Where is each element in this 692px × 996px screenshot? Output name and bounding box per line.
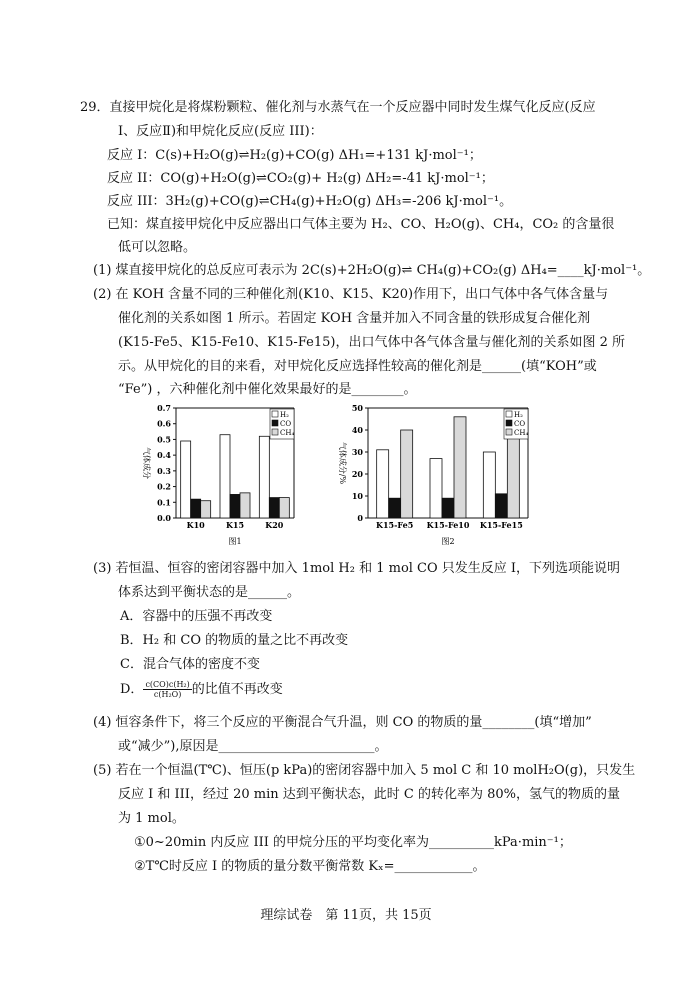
part2-line4: 示。从甲烷化的目的来看，对甲烷化反应选择性较高的催化剂是______(填“KOH”或 [118, 359, 597, 374]
x-tick-label: K15-Fe15 [479, 520, 523, 530]
bar-co [495, 494, 507, 518]
part4-line1: (4) 恒容条件下，将三个反应的平衡混合气升温，则 CO 的物质的量________(填“增加” [93, 715, 592, 730]
reaction-1: 反应 I：C(s)+H₂O(g)⇌H₂(g)+CO(g) ΔH₁=+131 kJ·mol⁻¹； [107, 148, 482, 163]
y-tick-label: 20 [351, 469, 363, 479]
option-d-suffix: 的比值不再改变 [191, 682, 283, 697]
part4-line2: 或“减少”),原因是________________________。 [118, 739, 388, 754]
y-tick-label: 0.7 [157, 403, 171, 413]
bar-h2 [181, 441, 191, 518]
bar-h2 [430, 459, 442, 518]
figure-caption: 图1 [228, 537, 242, 546]
part5-line1: (5) 若在一个恒温(T℃)、恒压(p kPa)的密闭容器中加入 5 mol C 和 10 molH₂O(g)，只发生 [93, 763, 636, 778]
option-d-numerator: c(CO)c(H₂) [145, 680, 190, 689]
part5-line3: 为 1 mol。 [118, 811, 185, 826]
part1-text: (1) 煤直接甲烷化的总反应可表示为 2C(s)+2H₂O(g)⇌ CH₄(g)+CO₂(g) ΔH₄=____kJ·mol⁻¹。 [93, 263, 651, 278]
y-tick-label: 40 [351, 425, 363, 435]
y-tick-label: 50 [351, 403, 363, 413]
y-tick-label: 30 [351, 447, 363, 457]
y-tick-label: 0.3 [157, 465, 171, 476]
bar-ch4 [279, 498, 289, 518]
figure-1-chart [134, 400, 314, 550]
figure-caption: 图2 [441, 537, 455, 546]
legend-label: CO [514, 420, 526, 428]
part2-line3: (K15-Fe5、K15-Fe10、K15-Fe15)，出口气体中各气体含量与催化剂的关系如图 2 所 [118, 335, 625, 350]
bar-ch4 [401, 430, 413, 518]
figure-2-chart [330, 400, 540, 550]
option-b: B．H₂ 和 CO 的物质的量之比不再改变 [120, 633, 349, 648]
known-line1: 已知：煤直接甲烷化中反应器出口气体主要为 H₂、CO、H₂O(g)、CH₄，CO₂ 的含量很 [107, 217, 615, 232]
part5-line5: ②T℃时反应 I 的物质的量分数平衡常数 Kₓ=____________。 [134, 859, 486, 874]
y-tick-label: 0.2 [157, 481, 171, 492]
y-tick-label: 10 [351, 491, 363, 501]
option-d [120, 680, 283, 699]
option-d-fraction [143, 680, 191, 699]
reaction-2: 反应 II：CO(g)+H₂O(g)⇌CO₂(g)+ H₂(g) ΔH₂=-41 kJ·mol⁻¹； [107, 171, 494, 186]
bar-h2 [259, 436, 269, 518]
legend-swatch [272, 411, 278, 417]
part3-line1: (3) 若恒温、恒容的密闭容器中加入 1mol H₂ 和 1 mol CO 只发生反应 I，下列选项能说明 [93, 561, 621, 576]
option-d-prefix: D． [120, 682, 144, 697]
part2-line2: 催化剂的关系如图 1 所示。若固定 KOH 含量并加入不同含量的铁形成复合催化剂 [118, 311, 591, 326]
legend-label: CH₄ [280, 429, 295, 437]
option-c: C．混合气体的密度不变 [120, 657, 260, 672]
legend-label: H₂ [514, 411, 523, 419]
y-tick-label: 0.0 [157, 513, 171, 523]
legend-label: CH₄ [514, 429, 529, 437]
y-tick-label: 0.5 [157, 434, 171, 445]
option-a: A．容器中的压强不再改变 [120, 609, 273, 624]
bar-co [230, 494, 240, 518]
y-axis-label: 气体成分/% [338, 441, 347, 485]
bar-ch4 [201, 501, 211, 518]
y-tick-label: 0.4 [157, 450, 171, 461]
known-line2: 低可以忽略。 [118, 240, 197, 255]
y-tick-label: 0 [357, 513, 363, 523]
bar-co [269, 498, 279, 518]
legend-swatch [272, 420, 278, 426]
y-tick-label: 0.1 [157, 497, 171, 508]
y-tick-label: 0.6 [157, 418, 171, 429]
bar-co [442, 498, 454, 518]
x-tick-label: K20 [265, 520, 284, 530]
x-tick-label: K10 [186, 520, 205, 530]
legend-label: H₂ [280, 411, 289, 419]
legend-label: CO [280, 420, 292, 428]
bar-h2 [483, 452, 495, 518]
part2-line5: “Fe”) ，六种催化剂中催化效果最好的是________。 [118, 382, 417, 397]
bar-h2 [220, 435, 230, 518]
x-tick-label: K15 [225, 520, 245, 530]
reaction-3: 反应 III：3H₂(g)+CO(g)⇌CH₄(g)+H₂O(g) ΔH₃=-206 kJ·mol⁻¹。 [107, 194, 513, 209]
bar-co [389, 498, 401, 518]
part5-line4: ①0~20min 内反应 III 的甲烷分压的平均变化率为__________kPa·min⁻¹； [134, 835, 572, 850]
part2-line1: (2) 在 KOH 含量不同的三种催化剂(K10、K15、K20)作用下，出口气体中各气体含量与 [93, 287, 609, 302]
question-header-line2: Ⅰ、反应Ⅱ)和甲烷化反应(反应 III)： [118, 124, 323, 139]
x-tick-label: K15-Fe10 [426, 520, 470, 530]
legend-swatch [506, 420, 512, 426]
bar-co [191, 499, 201, 518]
part5-line2: 反应 I 和 III，经过 20 min 达到平衡状态，此时 C 的转化率为 80%，氢气的物质的量 [118, 787, 620, 802]
page-footer: 理综试卷 第 11页，共 15页 [260, 908, 432, 923]
legend-swatch [506, 411, 512, 417]
bar-h2 [377, 450, 389, 518]
legend-swatch [272, 429, 278, 435]
question-header-line1: 29．直接甲烷化是将煤粉颗粒、催化剂与水蒸气在一个反应器中同时发生煤气化反应(反应 [80, 100, 596, 115]
y-axis-label: 气体成分 [142, 447, 151, 479]
bar-ch4 [454, 417, 466, 518]
legend-swatch [506, 429, 512, 435]
x-tick-label: K15-Fe5 [376, 520, 414, 530]
option-d-denominator: c(H₂O) [153, 690, 182, 699]
part3-line2: 体系达到平衡状态的是______。 [118, 585, 301, 600]
bar-ch4 [240, 493, 250, 518]
